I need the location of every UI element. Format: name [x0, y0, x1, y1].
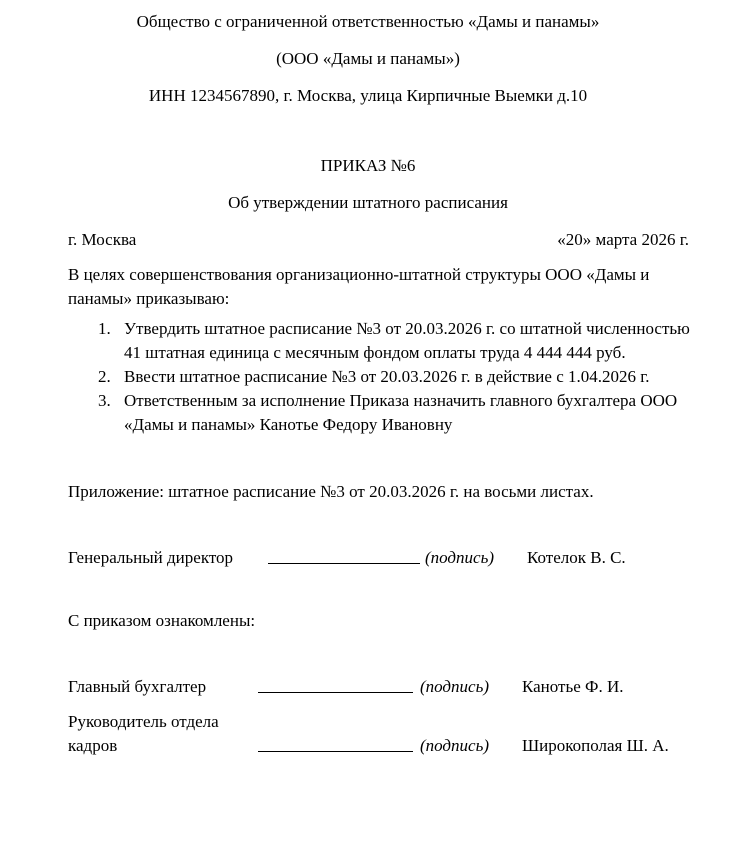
signature-line-accountant: [258, 692, 413, 693]
signature-hint-accountant: (подпись): [420, 677, 489, 696]
signature-hint-director: (подпись): [425, 548, 494, 567]
order-clause-item: Утвердить штатное расписание №3 от 20.03.2026 г. со штатной численностью 41 штатная единица с месячным фондом оплаты труда 4 444 444 руб.: [124, 319, 690, 362]
signature-role-hr-head-line2: кадров: [68, 736, 118, 755]
signature-hint-hr-head: (подпись): [420, 736, 489, 755]
signature-role-hr-head-line1: Руководитель отдела: [68, 712, 219, 731]
signature-name-hr-head: Широкополая Ш. А.: [522, 736, 669, 755]
order-clause-item: Ввести штатное расписание №3 от 20.03.2026 г. в действие с 1.04.2026 г.: [124, 367, 650, 386]
signature-line-director: [268, 563, 420, 564]
company-short-name: (ООО «Дамы и панамы»): [276, 49, 460, 68]
appendix-note: Приложение: штатное расписание №3 от 20.03.2026 г. на восьми листах.: [68, 482, 594, 501]
order-subject: Об утверждении штатного расписания: [228, 193, 508, 212]
company-full-name: Общество с ограниченной ответственностью «Дамы и панамы»: [136, 12, 600, 31]
signature-name-director: Котелок В. С.: [527, 548, 626, 567]
signature-row-accountant: [0, 675, 736, 699]
signature-line-hr-head: [258, 751, 413, 752]
order-clause-item: Ответственным за исполнение Приказа назначить главного бухгалтера ООО «Дамы и панамы» Канотье Федору Ивановну: [124, 391, 678, 434]
order-title: ПРИКАЗ №6: [320, 156, 416, 175]
order-clauses-list: [0, 317, 736, 437]
place-date-row: [0, 215, 736, 252]
letterhead: [0, 0, 736, 108]
acknowledgement-heading: С приказом ознакомлены:: [68, 611, 256, 630]
order-preamble: В целях совершенствования организационно-штатной структуры ООО «Дамы и панамы» приказываю:: [68, 265, 650, 308]
signature-row-hr-head: [0, 734, 736, 758]
order-date: «20» марта 2026 г.: [557, 230, 689, 249]
signature-row-hr-head-line1: [0, 710, 736, 734]
company-inn-address: ИНН 1234567890, г. Москва, улица Кирпичные Выемки д.10: [148, 86, 588, 105]
signature-role-director: Генеральный директор: [68, 548, 234, 567]
order-place: г. Москва: [68, 230, 137, 249]
signature-name-accountant: Канотье Ф. И.: [522, 677, 624, 696]
signature-role-accountant: Главный бухгалтер: [68, 677, 207, 696]
signature-row-director: [0, 546, 736, 570]
